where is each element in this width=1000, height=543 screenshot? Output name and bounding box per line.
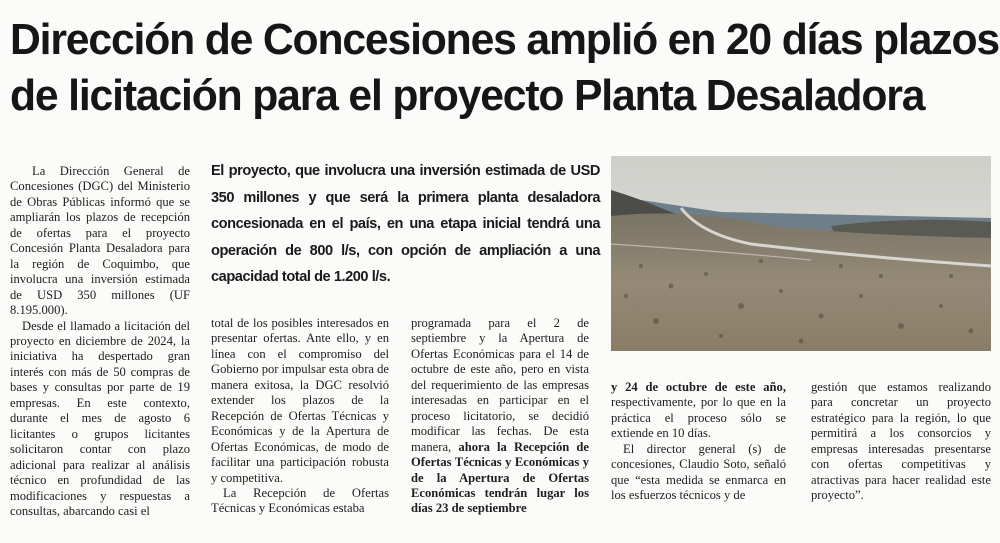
schedule-highlight: ahora la Recepción de Ofertas Técnicas y Económicas y de la Apertura de Ofertas Económicas tendrán lugar los días 23 de septiembre: [411, 439, 590, 516]
article-column-2: [211, 316, 389, 517]
paragraph-quote-end: gestión que estamos realizando para concretar un proyecto estratégico para la región, lo que permitirá a los consorcios y empresas interesadas presentarse con ofertas competitivas y atractivas para hacer realidad este proyecto”.: [811, 380, 991, 503]
paragraph-reception: La Recepción de Ofertas Técnicas y Económicas estaba: [211, 485, 389, 516]
article-column-3: [411, 316, 589, 517]
paragraph-schedule: [411, 316, 589, 517]
dates-text: respectivamente, por lo que en la práctica el proceso sólo se extiende en 10 días.: [611, 395, 786, 441]
lead-summary: El proyecto, que involucra una inversión estimada de USD 350 millones y que será la primera planta desaladora concesionada en el país, en una etapa inicial tendrá una operación de 800 l/s, con opción de ampliación a una capacidad total de 1.200 l/s.: [211, 163, 600, 286]
headline-line-1: Dirección de Concesiones amplió en 20 días plazos: [10, 15, 999, 64]
schedule-text: programada para el 2 de septiembre y la Apertura de Ofertas Económicas para el 14 de octubre de este año, pero en vista del requerimiento de las empresas interesadas en participar en el proceso licitatorio, se decidió modificar las fechas. De esta manera,: [411, 316, 589, 454]
paragraph-quote: El director general (s) de concesiones, Claudio Soto, señaló que “esta medida se enmarca en los esfuerzos técnicos y de: [611, 441, 786, 503]
dates-highlight: y 24 de octubre de este año,: [611, 380, 786, 394]
headline: [10, 12, 999, 124]
article-column-5: [811, 380, 991, 504]
article-column-1: [10, 164, 190, 519]
article-photo: [611, 156, 991, 351]
paragraph-intro: La Dirección General de Concesiones (DGC) del Ministerio de Obras Públicas informó que se ampliarán los plazos de recepción de ofertas para el proyecto Concesión Planta Desaladora para la región de Coquimbo, que involucra una inversión estimada de USD 350 millones (UF 8.195.000).: [10, 164, 190, 318]
headline-line-2: de licitación para el proyecto Planta Desaladora: [10, 71, 925, 120]
coastal-landscape-photo: [611, 156, 991, 351]
paragraph-interest: Desde el llamado a licitación del proyecto en diciembre de 2024, la iniciativa ha despertado gran interés con más de 50 compras de bases y consultas por parte de 19 empresas. En este contexto, durante el mes de agosto 6 licitantes o grupos licitantes solicitaron contar con plazo adicional para realizar al análisis técnico en profundidad de las modificaciones y respuestas a consultas, abarcando casi el: [10, 318, 190, 518]
paragraph-dates: [611, 380, 786, 442]
article-column-4: [611, 380, 786, 504]
paragraph-extension: total de los posibles interesados en presentar ofertas. Ante ello, y en línea con el compromiso del Gobierno por impulsar esta obra de manera exitosa, la DGC resolvió extender los plazos de la Recepción de Ofertas Técnicas y Económicas y de la Apertura de Ofertas Económicas, de modo de facilitar una participación robusta y competitiva.: [211, 316, 390, 485]
